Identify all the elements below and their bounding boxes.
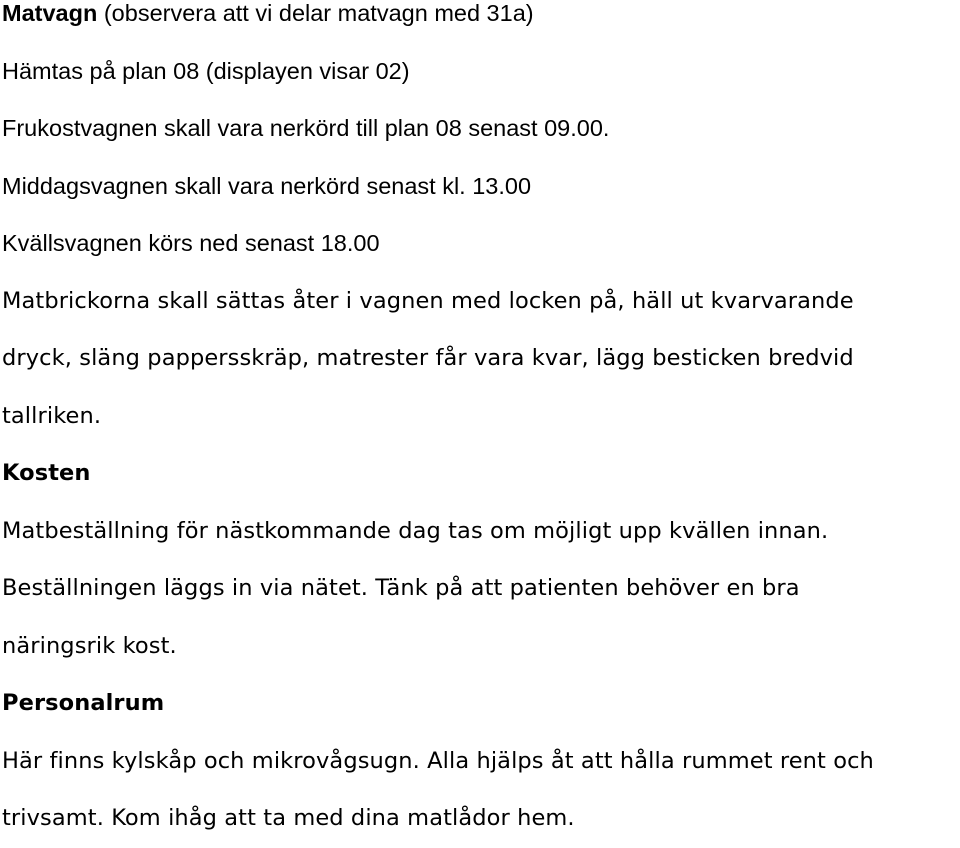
personalrum-heading: Personalrum <box>2 690 165 716</box>
lunch-cart-line: Middagsvagnen skall vara nerkörd senast kl. 13.00 <box>2 172 532 199</box>
matvagn-heading: Matvagn <box>2 0 98 26</box>
tray-instruction-line-2: dryck, släng pappersskräp, matrester får vara kvar, lägg besticken bredvid <box>2 345 854 371</box>
staff-room-line-2: trivsamt. Kom ihåg att ta med dina matlådor hem. <box>2 805 575 831</box>
food-order-line-1: Matbeställning för nästkommande dag tas om möjligt upp kvällen innan. <box>2 517 829 544</box>
kosten-heading: Kosten <box>2 460 91 486</box>
matvagn-note: (observera att vi delar matvagn med 31a) <box>97 0 534 26</box>
evening-cart-line: Kvällsvagnen körs ned senast 18.00 <box>2 230 380 256</box>
food-order-line-2: Beställningen läggs in via nätet. Tänk på att patienten behöver en bra <box>2 575 800 601</box>
staff-room-line-1: Här finns kylskåp och mikrovågsugn. Alla hjälps åt att hålla rummet rent och <box>2 747 874 774</box>
tray-instruction-line-1: Matbrickorna skall sättas åter i vagnen med locken på, häll ut kvarvarande <box>2 287 854 314</box>
matvagn-line <box>2 0 960 43</box>
breakfast-cart-line: Frukostvagnen skall vara nerkörd till plan 08 senast 09.00. <box>2 115 610 141</box>
tray-instruction-line-3: tallriken. <box>2 402 102 429</box>
food-order-line-3: näringsrik kost. <box>2 632 177 659</box>
pickup-line: Hämtas på plan 08 (displayen visar 02) <box>2 57 410 84</box>
